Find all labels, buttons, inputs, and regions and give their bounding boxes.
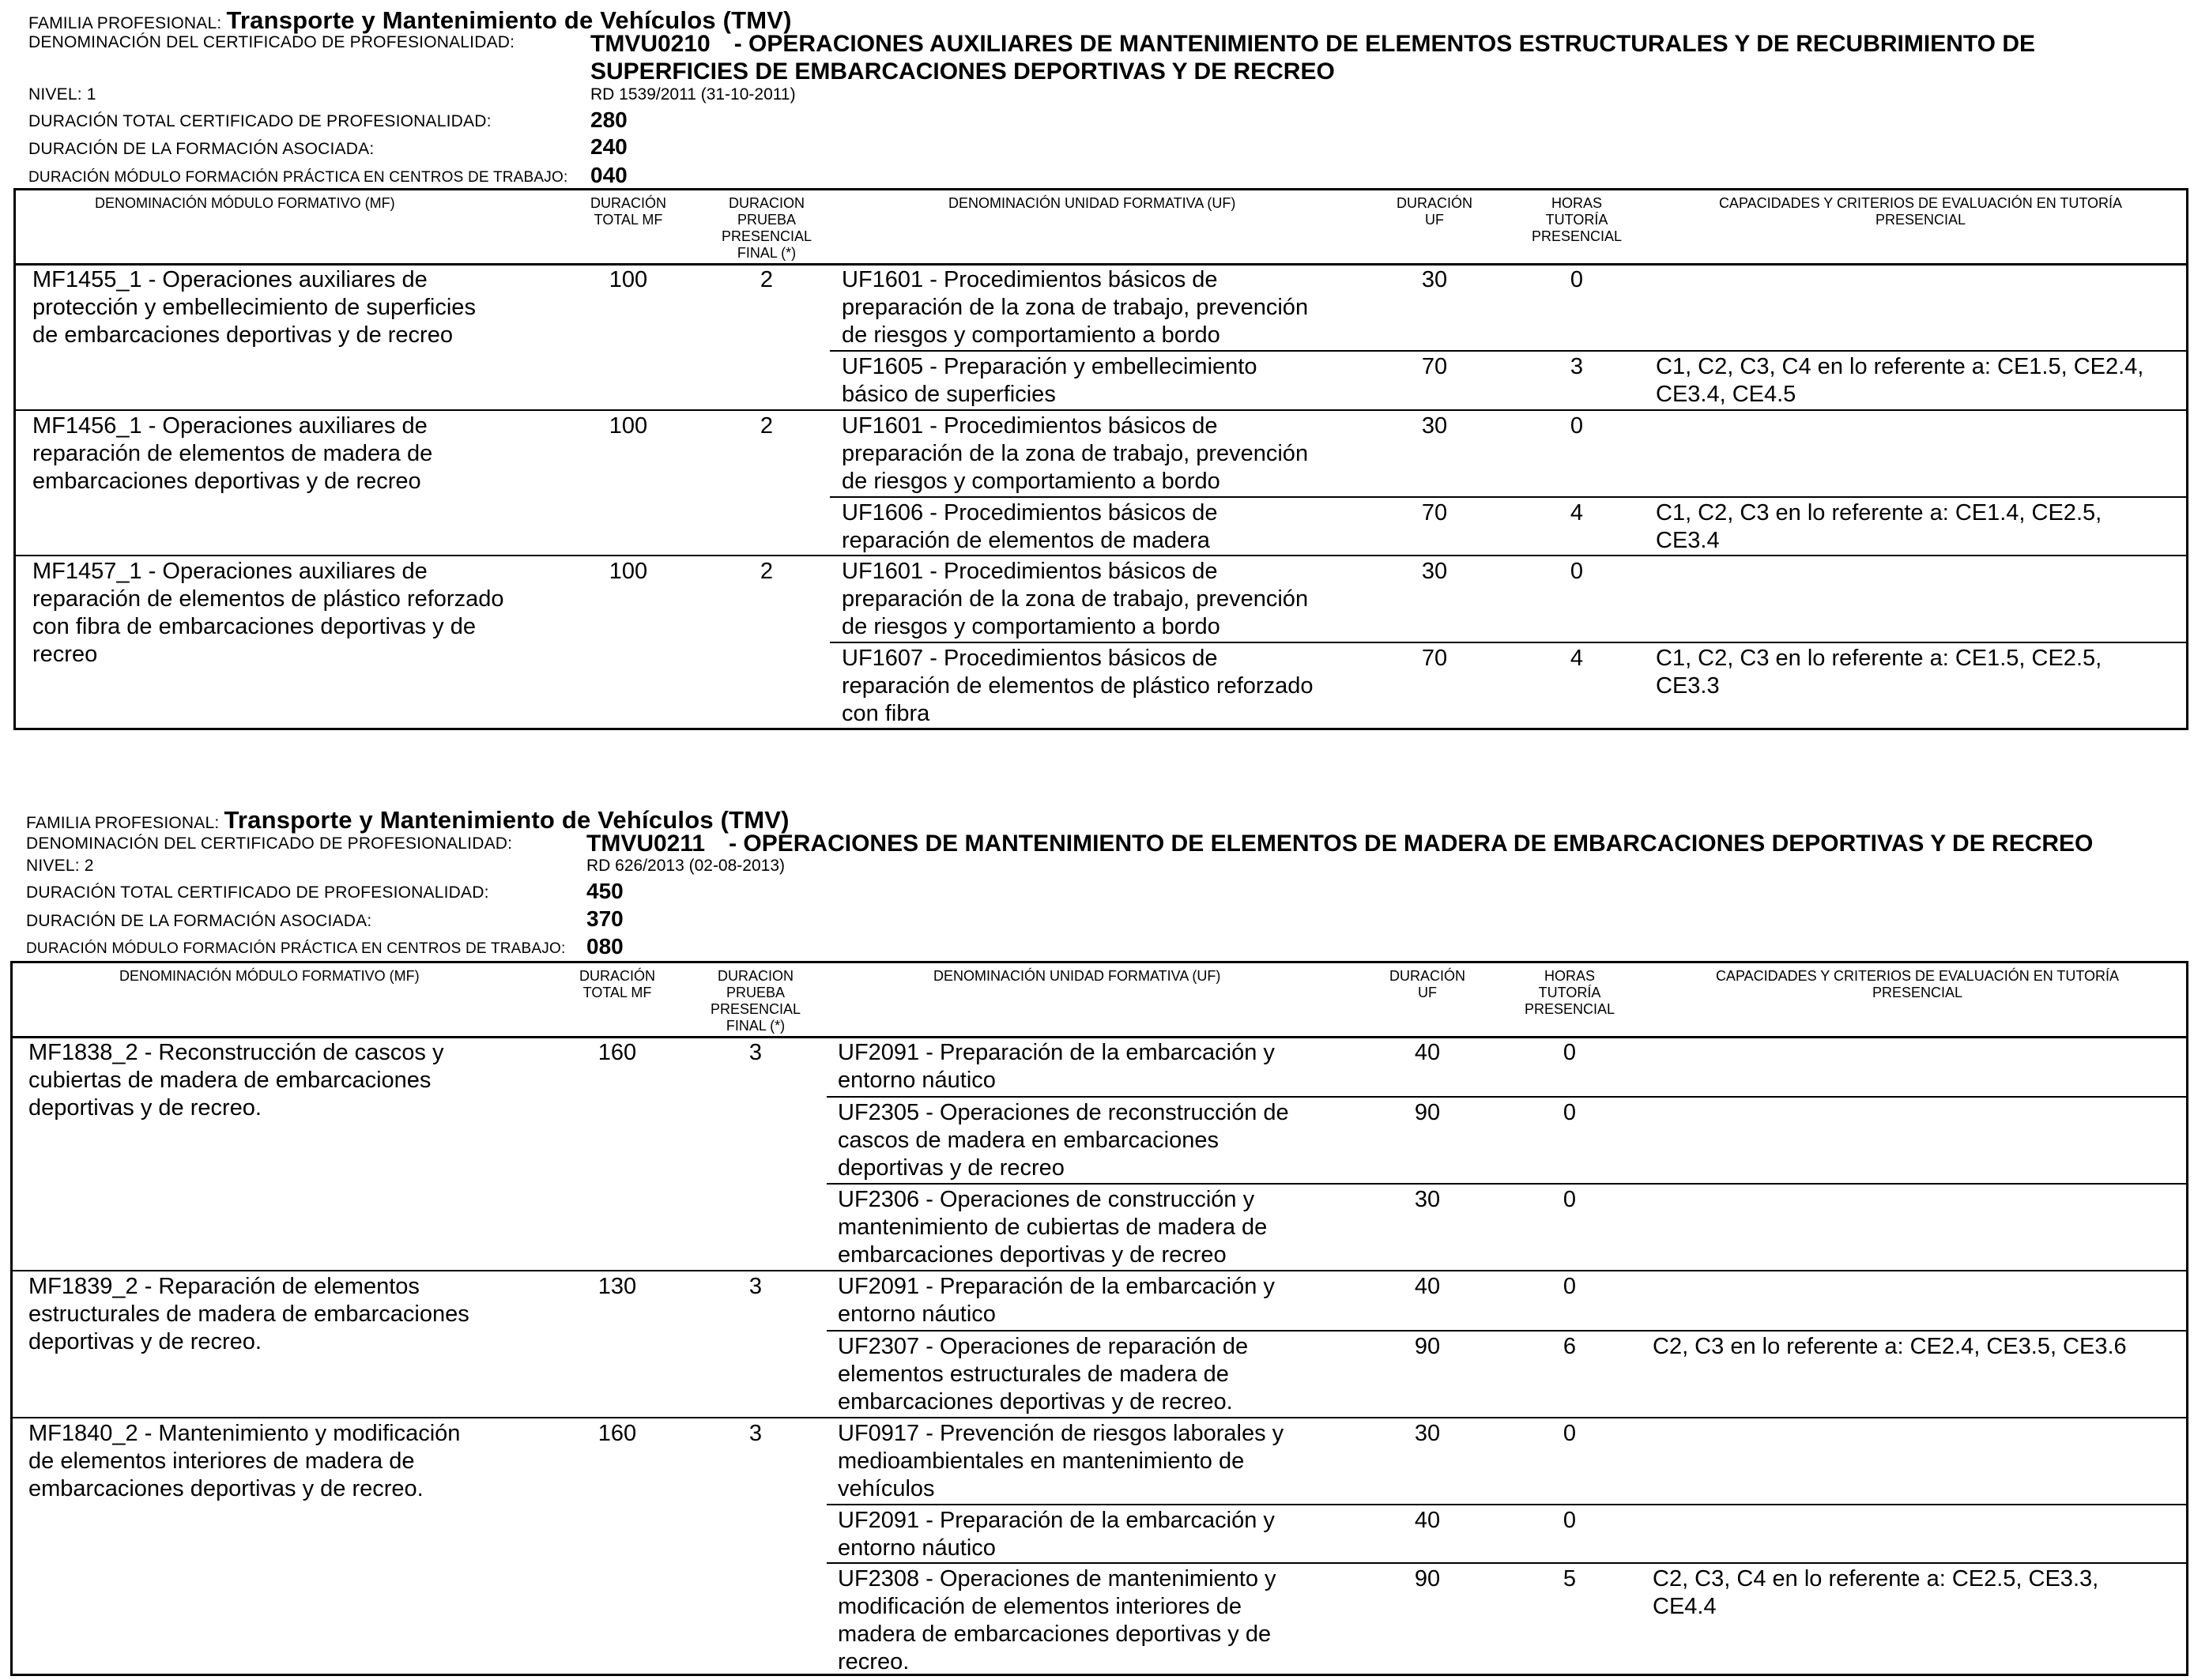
duracion-formacion-value: 240	[590, 134, 628, 159]
uf-duration: 30	[1421, 559, 1448, 584]
denominacion-label: DENOMINACIÓN DEL CERTIFICADO DE PROFESIONALIDAD:	[26, 834, 513, 853]
duracion-modulo-label: DURACIÓN MÓDULO FORMACIÓN PRÁCTICA EN CENTROS DE TRABAJO:	[26, 940, 566, 957]
module-name: MF1456_1 - Operaciones auxiliares de reparación de elementos de madera de embarcaciones deportivas y de recreo	[32, 413, 433, 494]
uf-tutoria: 0	[1563, 1100, 1577, 1125]
uf-tutoria: 0	[1563, 1040, 1577, 1065]
uf-name: UF0917 - Prevención de riesgos laborales y medioambientales en mantenimiento de vehículos	[838, 1421, 1284, 1501]
rd-reference: RD 1539/2011 (31-10-2011)	[590, 85, 796, 104]
uf-name: UF2091 - Preparación de la embarcación y entorno náutico	[838, 1040, 1275, 1093]
duracion-modulo-label: DURACIÓN MÓDULO FORMACIÓN PRÁCTICA EN CENTROS DE TRABAJO:	[28, 169, 568, 186]
col-header-uf: DENOMINACIÓN UNIDAD FORMATIVA (UF)	[948, 195, 1236, 211]
uf-name: UF2091 - Preparación de la embarcación y entorno náutico	[838, 1508, 1275, 1561]
module-duration: 160	[598, 1421, 637, 1446]
nivel: NIVEL: 2	[26, 857, 94, 875]
uf-duration: 40	[1414, 1508, 1441, 1533]
col-header-dur-mf: DURACIÓN TOTAL MF	[579, 968, 655, 1000]
module-prueba: 2	[760, 267, 774, 292]
uf-duration: 30	[1421, 267, 1448, 292]
certificate-title	[590, 30, 2035, 85]
certificate-title-line1: - OPERACIONES DE MANTENIMIENTO DE ELEMENTOS DE MADERA DE EMBARCACIONES DEPORTIVAS Y DE RECREO	[729, 831, 2094, 857]
uf-duration: 40	[1414, 1040, 1441, 1065]
col-header-capacidades: CAPACIDADES Y CRITERIOS DE EVALUACIÓN EN TUTORÍA PRESENCIAL	[1718, 195, 2123, 228]
module-duration: 100	[609, 413, 648, 439]
module-prueba: 3	[748, 1274, 763, 1299]
module-name: MF1457_1 - Operaciones auxiliares de reparación de elementos de plástico reforzado con fibra de embarcaciones deportivas y de recreo	[32, 559, 504, 667]
duracion-formacion-label: DURACIÓN DE LA FORMACIÓN ASOCIADA:	[26, 912, 372, 930]
uf-name: UF1601 - Procedimientos básicos de preparación de la zona de trabajo, prevención de riesgos y comportamiento a bordo	[842, 413, 1309, 494]
module-prueba: 3	[748, 1040, 763, 1065]
uf-tutoria: 5	[1563, 1566, 1577, 1591]
uf-tutoria: 0	[1563, 1187, 1577, 1212]
nivel: NIVEL: 1	[28, 85, 96, 104]
module-name: MF1455_1 - Operaciones auxiliares de protección y embellecimiento de superficies de embarcaciones deportivas y de recreo	[32, 267, 476, 348]
col-header-prueba: DURACION PRUEBA PRESENCIAL FINAL (*)	[721, 195, 812, 261]
uf-name: UF2305 - Operaciones de reconstrucción de cascos de madera en embarcaciones deportivas y de recreo	[838, 1100, 1289, 1181]
familia-label: FAMILIA PROFESIONAL:	[28, 14, 222, 32]
col-header-prueba: DURACION PRUEBA PRESENCIAL FINAL (*)	[710, 968, 801, 1034]
uf-name: UF1601 - Procedimientos básicos de preparación de la zona de trabajo, prevención de riesgos y comportamiento a bordo	[842, 559, 1309, 639]
col-header-mf: DENOMINACIÓN MÓDULO FORMATIVO (MF)	[95, 195, 395, 211]
familia-value: Transporte y Mantenimiento de Vehículos (TMV)	[226, 6, 792, 34]
uf-name: UF2308 - Operaciones de mantenimiento y modificación de elementos interiores de madera de embarcaciones deportivas y de recreo.	[838, 1566, 1276, 1674]
duracion-total-label: DURACIÓN TOTAL CERTIFICADO DE PROFESIONALIDAD:	[28, 112, 492, 130]
uf-tutoria: 0	[1563, 1274, 1577, 1299]
uf-duration: 30	[1421, 413, 1448, 439]
col-header-tutoria: HORAS TUTORÍA PRESENCIAL	[1531, 195, 1623, 244]
uf-name: UF2306 - Operaciones de construcción y mantenimiento de cubiertas de madera de embarcaciones deportivas y de recreo	[838, 1187, 1268, 1268]
uf-tutoria: 4	[1570, 500, 1584, 525]
duracion-formacion-label: DURACIÓN DE LA FORMACIÓN ASOCIADA:	[28, 140, 375, 158]
module-name: MF1839_2 - Reparación de elementos estructurales de madera de embarcaciones deportivas y de recreo.	[28, 1274, 469, 1354]
module-duration: 130	[598, 1274, 637, 1299]
modules-table	[13, 188, 2188, 730]
certificate-code: TMVU0210	[590, 31, 711, 57]
col-header-dur-mf: DURACIÓN TOTAL MF	[590, 195, 666, 228]
module-name: MF1838_2 - Reconstrucción de cascos y cubiertas de madera de embarcaciones deportivas y de recreo.	[28, 1040, 444, 1121]
duracion-total-value: 450	[586, 879, 624, 903]
uf-duration: 90	[1414, 1334, 1441, 1359]
uf-tutoria: 6	[1563, 1334, 1577, 1359]
duracion-total-value: 280	[590, 107, 628, 132]
col-header-tutoria: HORAS TUTORÍA PRESENCIAL	[1524, 968, 1615, 1017]
module-name: MF1840_2 - Mantenimiento y modificación de elementos interiores de madera de embarcaciones deportivas y de recreo.	[28, 1421, 461, 1501]
uf-tutoria: 0	[1563, 1508, 1577, 1533]
certificate-code: TMVU0211	[586, 831, 706, 857]
module-duration: 100	[609, 267, 648, 292]
col-header-uf: DENOMINACIÓN UNIDAD FORMATIVA (UF)	[933, 968, 1221, 984]
uf-name: UF1605 - Preparación y embellecimiento básico de superficies	[842, 354, 1257, 407]
certificate-title	[586, 830, 2093, 857]
uf-duration: 40	[1414, 1274, 1441, 1299]
uf-name: UF2307 - Operaciones de reparación de elementos estructurales de madera de embarcaciones deportivas y de recreo.	[838, 1334, 1249, 1414]
uf-capacidades: C1, C2, C3 en lo referente a: CE1.5, CE2.5, CE3.3	[1656, 646, 2102, 699]
uf-duration: 90	[1414, 1566, 1441, 1591]
col-header-capacidades: CAPACIDADES Y CRITERIOS DE EVALUACIÓN EN TUTORÍA PRESENCIAL	[1715, 968, 2120, 1000]
modules-table	[10, 961, 2188, 1676]
duracion-modulo-value: 080	[586, 934, 624, 959]
uf-capacidades: C1, C2, C3 en lo referente a: CE1.4, CE2.5, CE3.4	[1656, 500, 2102, 553]
uf-tutoria: 4	[1570, 646, 1584, 671]
col-header-mf: DENOMINACIÓN MÓDULO FORMATIVO (MF)	[119, 968, 420, 984]
uf-capacidades: C1, C2, C3, C4 en lo referente a: CE1.5, CE2.4, CE3.4, CE4.5	[1656, 354, 2144, 407]
col-header-dur-uf: DURACIÓN UF	[1389, 968, 1465, 1000]
uf-duration: 30	[1414, 1421, 1441, 1446]
uf-capacidades: C2, C3, C4 en lo referente a: CE2.5, CE3.3, CE4.4	[1653, 1566, 2099, 1619]
uf-name: UF1601 - Procedimientos básicos de preparación de la zona de trabajo, prevención de riesgos y comportamiento a bordo	[842, 267, 1309, 348]
certificate-title-line1: - OPERACIONES AUXILIARES DE MANTENIMIENTO DE ELEMENTOS ESTRUCTURALES Y DE RECUBRIMIENTO DE	[733, 31, 2036, 57]
uf-tutoria: 0	[1563, 1421, 1577, 1446]
module-duration: 160	[598, 1040, 637, 1065]
duracion-modulo-value: 040	[590, 163, 628, 187]
module-prueba: 2	[760, 559, 774, 584]
rd-reference: RD 626/2013 (02-08-2013)	[586, 857, 785, 875]
uf-duration: 70	[1421, 354, 1448, 379]
uf-duration: 90	[1414, 1100, 1441, 1125]
uf-duration: 70	[1421, 500, 1448, 525]
uf-name: UF1607 - Procedimientos básicos de reparación de elementos de plástico reforzado con fibra	[842, 646, 1314, 726]
uf-name: UF2091 - Preparación de la embarcación y entorno náutico	[838, 1274, 1275, 1327]
uf-capacidades: C2, C3 en lo referente a: CE2.4, CE3.5, CE3.6	[1653, 1334, 2127, 1359]
certificate-title-line2: SUPERFICIES DE EMBARCACIONES DEPORTIVAS Y DE RECREO	[590, 58, 1335, 85]
familia-label: FAMILIA PROFESIONAL:	[26, 814, 220, 832]
uf-tutoria: 0	[1570, 559, 1584, 584]
col-header-dur-uf: DURACIÓN UF	[1396, 195, 1472, 228]
module-prueba: 3	[748, 1421, 763, 1446]
duracion-total-label: DURACIÓN TOTAL CERTIFICADO DE PROFESIONALIDAD:	[26, 883, 489, 902]
module-prueba: 2	[760, 413, 774, 439]
uf-tutoria: 0	[1570, 267, 1584, 292]
uf-tutoria: 0	[1570, 413, 1584, 439]
denominacion-label: DENOMINACIÓN DEL CERTIFICADO DE PROFESIONALIDAD:	[28, 33, 515, 51]
module-duration: 100	[609, 559, 648, 584]
uf-name: UF1606 - Procedimientos básicos de reparación de elementos de madera	[842, 500, 1218, 553]
uf-duration: 70	[1421, 646, 1448, 671]
uf-duration: 30	[1414, 1187, 1441, 1212]
familia-value: Transporte y Mantenimiento de Vehículos (TMV)	[224, 806, 790, 834]
duracion-formacion-value: 370	[586, 906, 624, 931]
uf-tutoria: 3	[1570, 354, 1584, 379]
